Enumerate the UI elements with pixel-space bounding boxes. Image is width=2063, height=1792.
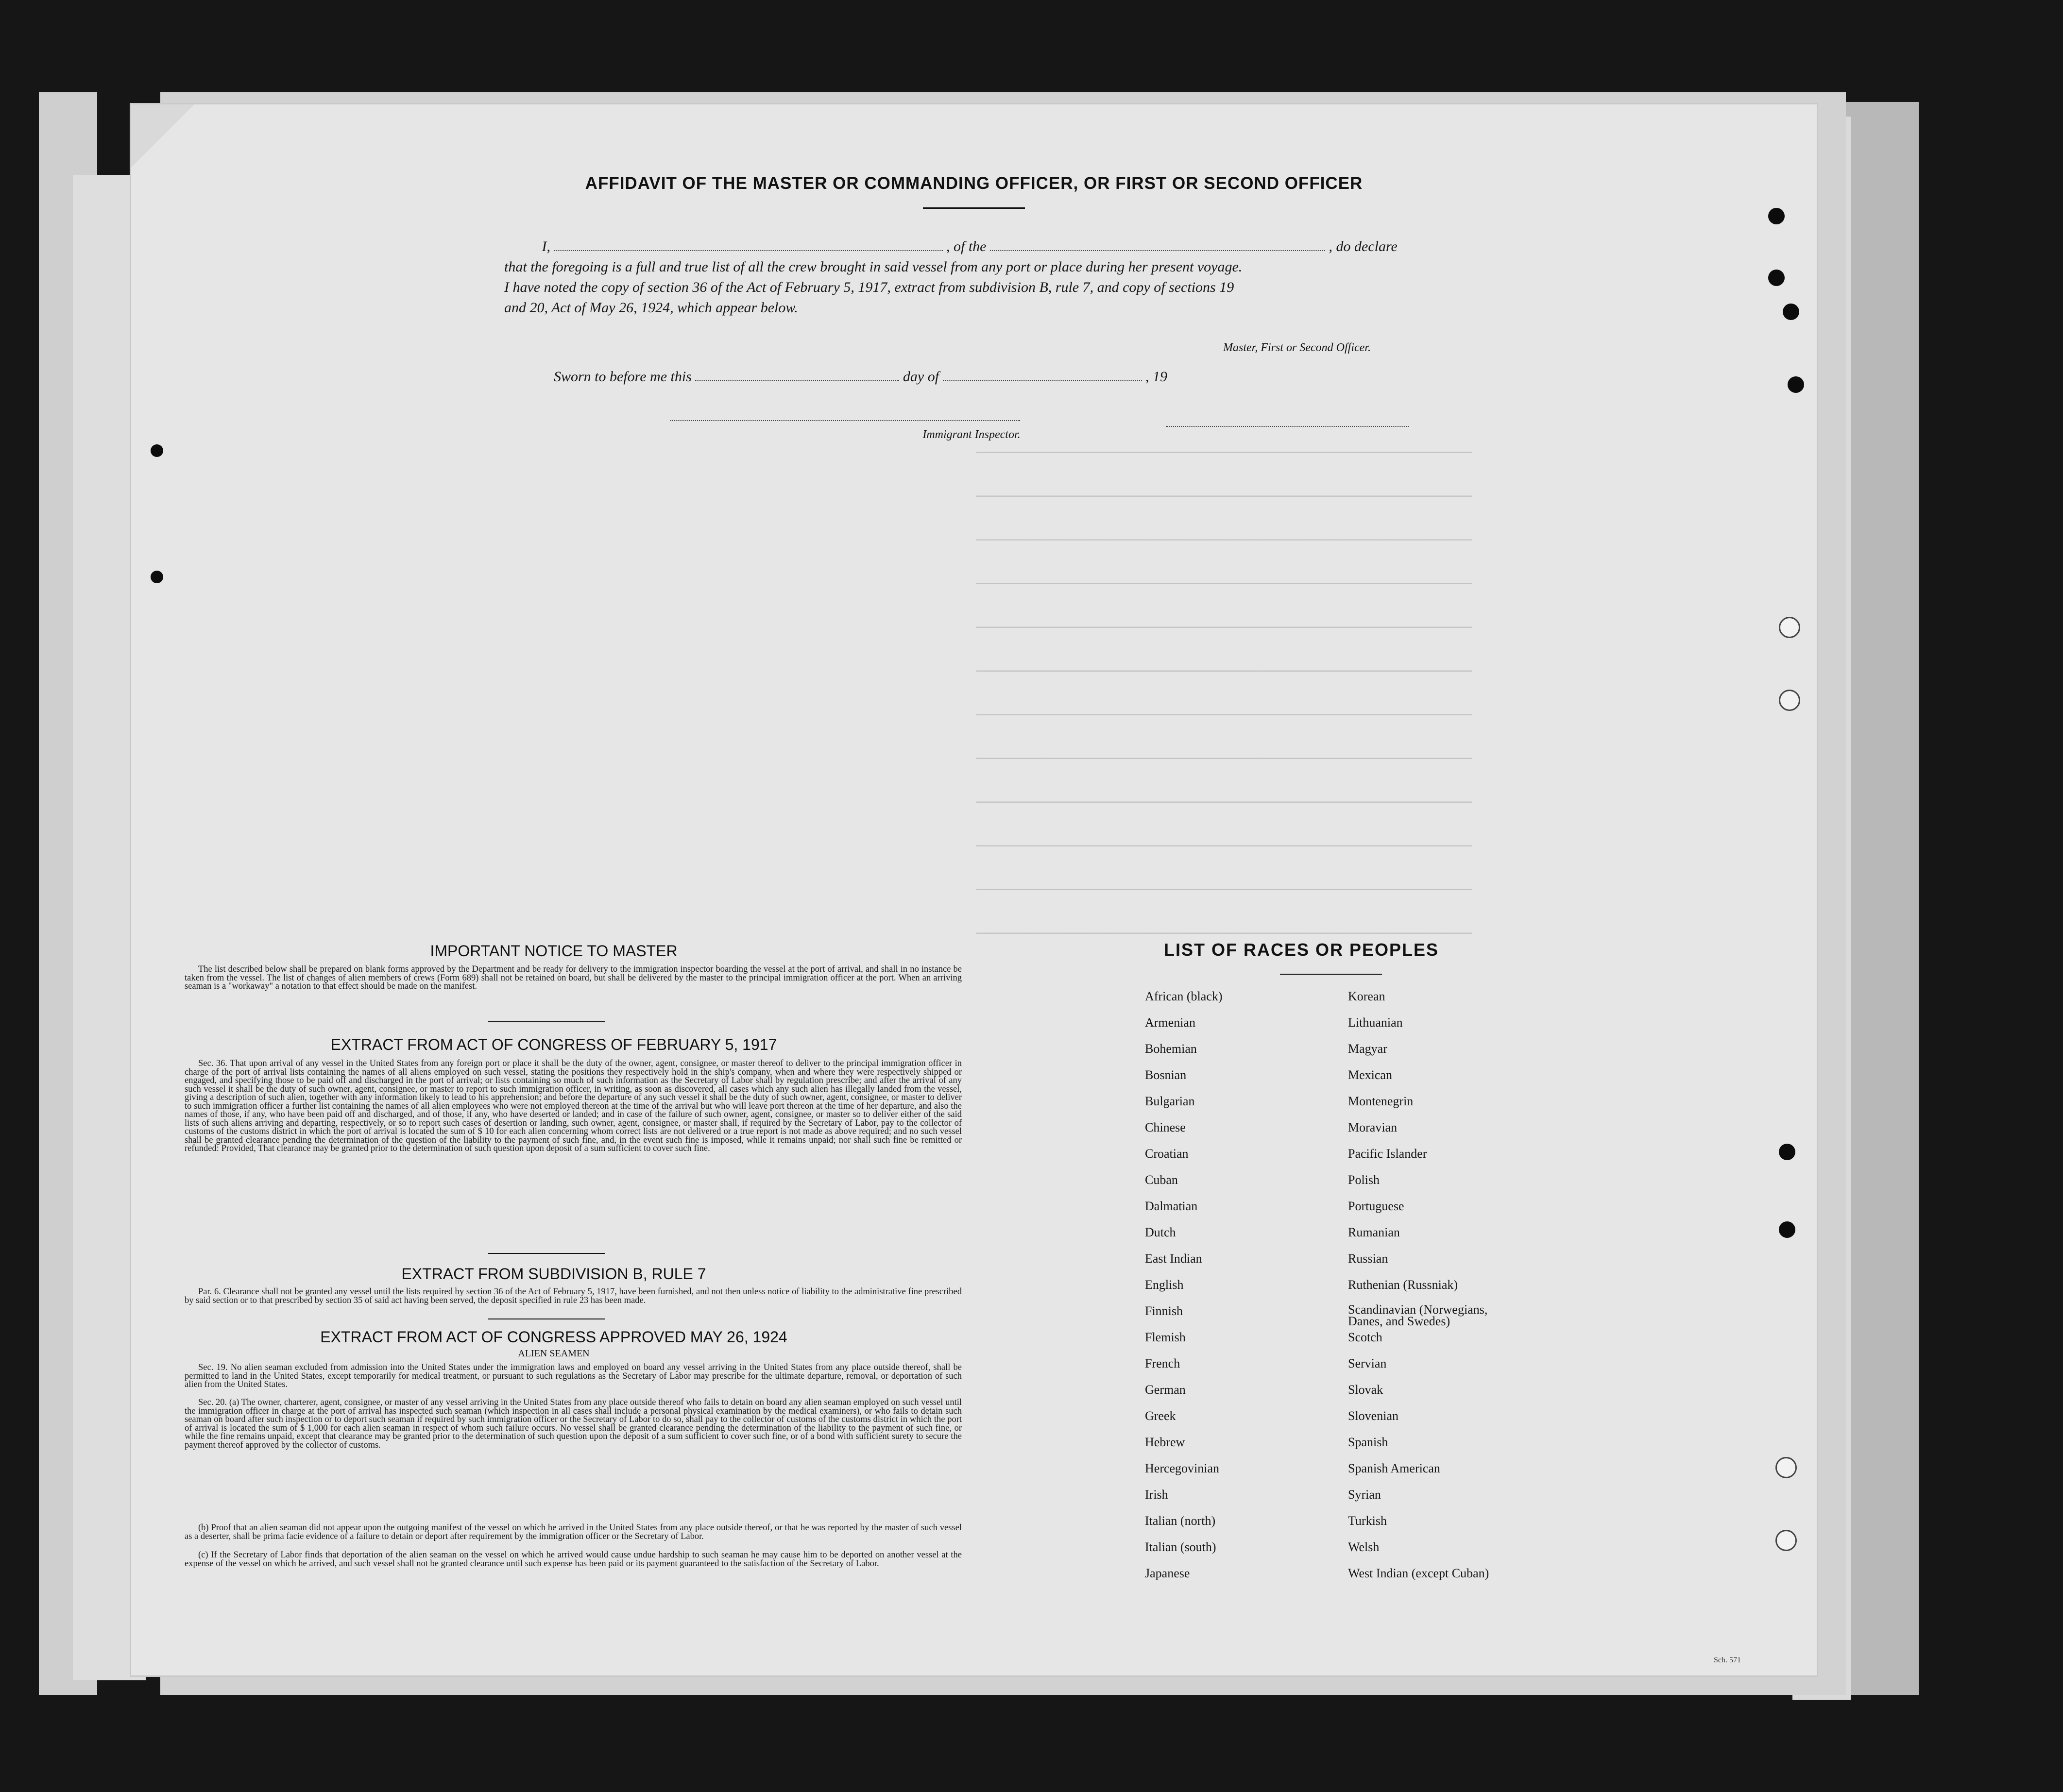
subdivision-b-heading: EXTRACT FROM SUBDIVISION B, RULE 7 xyxy=(401,1265,706,1283)
race-right-item: Lithuanian xyxy=(1348,1015,1403,1030)
bleed-through-text: ────────────────────────────────────────────────── xyxy=(976,794,1472,812)
year-label: , 19 xyxy=(1145,369,1168,385)
race-left-item: Hercegovinian xyxy=(1145,1461,1220,1475)
bleed-through-text: ────────────────────────────────────────────────── xyxy=(976,881,1472,900)
sec-20c-text: (c) If the Secretary of Labor finds that deportation of the alien seaman on the vessel on which he arrived would cause undue hardship to such seaman he may cause him to be deported on another vessel at the expense of the vessel on which he arrived, and such vessel shall not be granted clearance until such expense has been paid or its payment guaranteed to the satisfaction of the Secretary of Labor. xyxy=(185,1550,962,1569)
race-right-item: Welsh xyxy=(1348,1540,1380,1554)
race-left-item: Dutch xyxy=(1145,1225,1176,1239)
extract-1924-heading: EXTRACT FROM ACT OF CONGRESS APPROVED MAY 26, 1924 xyxy=(320,1328,787,1346)
affidavit-line-2: that the foregoing is a full and true list of all the crew brought in said vessel from any port or place during her present voyage. xyxy=(504,259,1243,275)
race-left-item: Chinese xyxy=(1145,1120,1186,1134)
sworn-line xyxy=(554,367,1380,387)
race-left-item: Dalmatian xyxy=(1145,1199,1198,1213)
race-left-item: Cuban xyxy=(1145,1173,1178,1187)
affidavit-line-1 xyxy=(504,237,1578,257)
races-divider xyxy=(1280,974,1382,975)
race-right-item: West Indian (except Cuban) xyxy=(1348,1566,1489,1580)
race-left-item: Croatian xyxy=(1145,1147,1189,1161)
sworn-month-field[interactable] xyxy=(943,368,1142,381)
race-right-item: Slovenian xyxy=(1348,1409,1398,1423)
race-left-item: Armenian xyxy=(1145,1015,1195,1030)
race-left-item: Hebrew xyxy=(1145,1435,1185,1449)
affidavit-title: AFFIDAVIT OF THE MASTER OR COMMANDING OFFICER, OR FIRST OR SECOND OFFICER xyxy=(585,174,1363,193)
race-left-item: Italian (north) xyxy=(1145,1514,1216,1528)
race-right-item: Rumanian xyxy=(1348,1225,1400,1239)
race-left-item: Italian (south) xyxy=(1145,1540,1216,1554)
race-right-item: Scandinavian (Norwegians, Danes, and Swedes) xyxy=(1348,1302,1488,1328)
races-heading: LIST OF RACES OR PEOPLES xyxy=(1164,940,1439,960)
sworn-label: Sworn to before me this xyxy=(554,369,692,385)
race-right-item: Portuguese xyxy=(1348,1199,1404,1213)
bleed-through-text: ────────────────────────────────────────────────── xyxy=(976,619,1472,638)
race-right-item: Korean xyxy=(1348,989,1385,1003)
bleed-through-text: ────────────────────────────────────────────────── xyxy=(976,925,1472,944)
affidavit-line-3: I have noted the copy of section 36 of the Act of February 5, 1917, extract from subdivision B, rule 7, and copy of sections 19 xyxy=(504,279,1234,295)
bleed-through-text: ────────────────────────────────────────────────── xyxy=(976,838,1472,856)
race-right-item: Mexican xyxy=(1348,1068,1392,1082)
binder-punch xyxy=(1783,304,1799,320)
extract-1917-heading: EXTRACT FROM ACT OF CONGRESS OF FEBRUARY 5, 1917 xyxy=(330,1036,777,1053)
day-of-label: day of xyxy=(903,369,939,385)
subdivision-b-text: Par. 6. Clearance shall not be granted any vessel until the lists required by section 36 of the Act of February 5, 1917, have been furnished, and not then unless notice of liability to the administrative fine prescribed by said section or to that prescribed by section 35 of said act having been served, the deposit specified in rule 23 has been made. xyxy=(185,1287,962,1305)
race-right-item: Moravian xyxy=(1348,1120,1398,1134)
affidavit-i: I, xyxy=(542,238,550,254)
binder-hole xyxy=(1775,1457,1797,1478)
binder-punch xyxy=(1768,270,1785,286)
race-right-item: Ruthenian (Russniak) xyxy=(1348,1278,1458,1292)
sec-19-text: Sec. 19. No alien seaman excluded from admission into the United States under the immigration laws and employed on board any vessel arriving in the United States from any place outside thereof, shall be permitted to land in the United States, except temporarily for medical treatment, or pursuant to such regulations as the Secretary of Labor may prescribe for the ultimate departure, removal, or deportation of such alien from the United States. xyxy=(185,1363,962,1389)
notice-text: The list described below shall be prepared on blank forms approved by the Department and be ready for delivery to the immigration inspector boarding the vessel at the port of arrival, and shall in no instance be taken from the vessel. The list of changes of alien members of crews (Form 689) shall not be retained on board, but shall be delivered by the master to the principal immigration officer at the port. When an arriving seaman is a "workaway" a notation to that effect should be made on the manifest. xyxy=(185,964,962,991)
master-signature-label: Master, First or Second Officer. xyxy=(1223,341,1371,354)
race-left-item: Greek xyxy=(1145,1409,1176,1423)
binder-hole xyxy=(1779,690,1800,711)
bleed-through-text: ────────────────────────────────────────────────── xyxy=(976,488,1472,507)
inspector-signature-line[interactable] xyxy=(670,419,1020,421)
folded-corner xyxy=(131,104,194,168)
affidavit-line-4: and 20, Act of May 26, 1924, which appear below. xyxy=(504,300,798,316)
bleed-through-text: ────────────────────────────────────────────────── xyxy=(976,750,1472,769)
sec-20b-text: (b) Proof that an alien seaman did not appear upon the outgoing manifest of the vessel on which he arrived in the United States from any place outside thereof, or that he was reported by the master of such vessel as a deserter, shall be prima facie evidence of a failure to detain or deport after requirement by the immigration officer or the Secretary of Labor. xyxy=(185,1523,962,1541)
bleed-through-text: ────────────────────────────────────────────────── xyxy=(976,707,1472,725)
affidavit-declaration xyxy=(504,237,1578,318)
race-left-item: Flemish xyxy=(1145,1330,1186,1344)
notice-heading: IMPORTANT NOTICE TO MASTER xyxy=(430,942,678,960)
race-right-item: Polish xyxy=(1348,1173,1380,1187)
bleed-through-text: ────────────────────────────────────────────────── xyxy=(976,575,1472,594)
binder-punch xyxy=(151,571,163,583)
race-right-item: Scotch xyxy=(1348,1330,1382,1344)
race-right-item: Spanish xyxy=(1348,1435,1388,1449)
race-left-item: Bulgarian xyxy=(1145,1094,1195,1108)
master-signature-line[interactable] xyxy=(1166,425,1409,427)
bleed-through-text: ────────────────────────────────────────────────── xyxy=(976,663,1472,681)
bleed-through-text: ────────────────────────────────────────────────── xyxy=(976,444,1472,463)
binder-punch xyxy=(1779,1221,1795,1238)
race-right-item: Spanish American xyxy=(1348,1461,1440,1475)
inspector-signature-label: Immigrant Inspector. xyxy=(922,428,1021,441)
section-divider xyxy=(488,1253,605,1254)
officer-name-field[interactable] xyxy=(554,237,943,251)
race-right-item: Syrian xyxy=(1348,1488,1381,1502)
title-divider xyxy=(923,207,1025,209)
race-left-item: Bosnian xyxy=(1145,1068,1187,1082)
extract-1917-text: Sec. 36. That upon arrival of any vessel in the United States from any foreign port or place it shall be the duty of the owner, agent, consignee, or master thereof to deliver to the principal immigration officer in charge of the port of arrival lists containing the names of all aliens employed on such vessel, stating the positions they respectively hold in the ship's company, when and where they were respectively shipped or engaged, and specifying those to be paid off and discharged in the port of arrival; or lists containing so much of such information as the Secretary of Labor shall by regulation prescribe; and after the arrival of any such vessel it shall be the duty of such owner, agent, consignee, or master to report to such immigration officer, in writing, as soon as discovered, all cases which any such alien has illegally landed from the vessel, giving a description of such alien, together with any information likely to lead to his apprehension; and before the departure of any such vessel it shall be the duty of such owner, agent, consignee, or master to deliver to such immigration officer a further list containing the names of all alien employees who were not employed thereon at the time of the arrival but who will leave port thereon at the time of her departure, and also the names of those, if any, who have been paid off and discharged, and of those, if any, who have deserted or landed; and in case of the failure of such owner, agent, consignee, or master so to deliver either of the said lists of such aliens arriving and departing, respectively, or so to report such cases of desertion or landing, such owner, agent, consignee, or master shall, if required by the Secretary of Labor, pay to the collector of customs of the customs district in which the port of arrival is located the sum of $ 10 for each alien concerning whom correct lists are not delivered or a true report is not made as above required; and no such vessel shall be granted clearance pending the determination of the question of the liability to the payment of such fine, and, in the event such fine is imposed, while it remains unpaid; nor shall such fine be remitted or refunded: Provided, That clearance may be granted prior to the determination of such question upon deposit of a sum sufficient to cover such fine. xyxy=(185,1059,962,1153)
section-divider xyxy=(488,1021,605,1022)
binder-hole xyxy=(1779,617,1800,638)
binder-hole xyxy=(1775,1530,1797,1551)
race-left-item: Irish xyxy=(1145,1488,1168,1502)
race-left-item: African (black) xyxy=(1145,989,1223,1003)
affidavit-do-declare: , do declare xyxy=(1329,238,1398,254)
vessel-name-field[interactable] xyxy=(990,237,1325,251)
race-left-item: German xyxy=(1145,1383,1186,1397)
sec-20a-text: Sec. 20. (a) The owner, charterer, agent, consignee, or master of any vessel arriving in the United States from any place outside thereof who fails to detain on board any alien seaman employed on such vessel until the immigration officer in charge at the port of arrival has inspected such seaman (which inspection in all cases shall include a personal physical examination by the medical examiners), or who fails to detain such seaman on board after such inspection or to deport such seaman if required by such immigration officer or the Secretary of Labor to do so, shall pay to the collector of customs of the customs district in which the port of arrival is located the sum of $ 1,000 for each alien seaman in respect of whom such failure occurs. No vessel shall be granted clearance pending the determination of the liability to the payment of such fine, or while the fine remains unpaid, except that clearance may be granted prior to the determination of such question upon the deposit of a sum sufficient to cover such fine, or of a bond with sufficient surety to secure the payment thereof approved by the collector of customs. xyxy=(185,1398,962,1450)
form-page xyxy=(131,104,1817,1675)
race-left-item: East Indian xyxy=(1145,1251,1202,1266)
race-right-item: Montenegrin xyxy=(1348,1094,1414,1108)
race-right-item: Pacific Islander xyxy=(1348,1147,1427,1161)
race-right-item: Servian xyxy=(1348,1356,1387,1370)
bleed-through-text: ────────────────────────────────────────────────── xyxy=(976,532,1472,550)
race-right-item: Slovak xyxy=(1348,1383,1383,1397)
alien-seamen-subheading: ALIEN SEAMEN xyxy=(518,1348,590,1359)
race-left-item: English xyxy=(1145,1278,1184,1292)
binder-punch xyxy=(1779,1144,1795,1160)
binder-punch xyxy=(1788,376,1804,393)
binder-punch xyxy=(151,444,163,457)
binder-punch xyxy=(1768,208,1785,224)
race-left-item: French xyxy=(1145,1356,1180,1370)
race-right-item: Turkish xyxy=(1348,1514,1387,1528)
race-right-item: Russian xyxy=(1348,1251,1388,1266)
race-left-item: Finnish xyxy=(1145,1304,1183,1318)
race-left-item: Bohemian xyxy=(1145,1042,1197,1056)
race-right-item: Magyar xyxy=(1348,1042,1387,1056)
form-number: Sch. 571 xyxy=(1714,1656,1741,1664)
race-left-item: Japanese xyxy=(1145,1566,1190,1580)
affidavit-of-the: , of the xyxy=(946,238,987,254)
sworn-day-field[interactable] xyxy=(695,368,899,381)
